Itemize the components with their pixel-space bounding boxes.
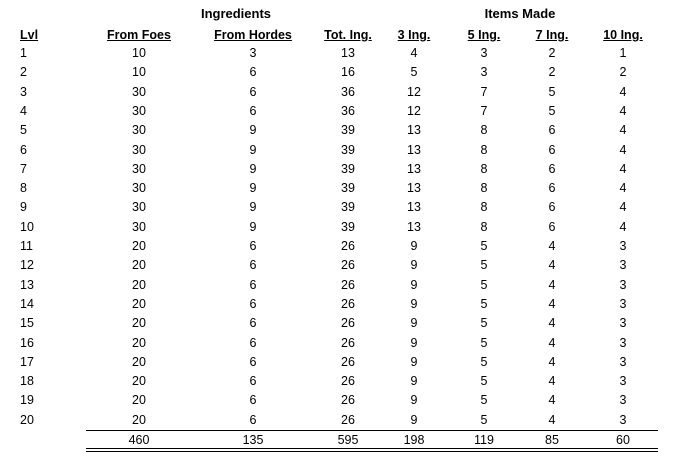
level-cell: 5 bbox=[20, 123, 27, 137]
column-header: From Foes bbox=[107, 28, 171, 42]
level-cell: 2 bbox=[20, 65, 27, 79]
total-cell: 60 bbox=[616, 433, 630, 447]
table-cell: 6 bbox=[249, 355, 257, 369]
table-cell: 30 bbox=[132, 85, 146, 99]
table-cell: 4 bbox=[619, 104, 627, 118]
table-cell: 3 bbox=[619, 393, 627, 407]
level-cell: 8 bbox=[20, 181, 27, 195]
table-cell: 8 bbox=[480, 220, 488, 234]
table-cell: 2 bbox=[619, 65, 627, 79]
table-cell: 4 bbox=[619, 181, 627, 195]
column-header: Tot. Ing. bbox=[324, 28, 372, 42]
table-cell: 4 bbox=[548, 239, 556, 253]
table-cell: 10 bbox=[132, 46, 146, 60]
table-cell: 26 bbox=[341, 336, 355, 350]
table-cell: 30 bbox=[132, 200, 146, 214]
table-cell: 26 bbox=[341, 355, 355, 369]
table-cell: 16 bbox=[341, 65, 355, 79]
table-cell: 8 bbox=[480, 200, 488, 214]
level-cell: 10 bbox=[20, 220, 34, 234]
totals-top-rule bbox=[86, 430, 658, 431]
table-cell: 4 bbox=[619, 220, 627, 234]
column-header: 3 Ing. bbox=[397, 28, 431, 42]
table-cell: 30 bbox=[132, 123, 146, 137]
table-cell: 9 bbox=[249, 220, 257, 234]
table-cell: 26 bbox=[341, 413, 355, 427]
table-cell: 30 bbox=[132, 162, 146, 176]
table-cell: 9 bbox=[410, 336, 418, 350]
table-cell: 26 bbox=[341, 316, 355, 330]
total-cell: 198 bbox=[403, 433, 425, 447]
table-cell: 4 bbox=[619, 162, 627, 176]
level-cell: 20 bbox=[20, 413, 34, 427]
table-cell: 26 bbox=[341, 374, 355, 388]
table-cell: 4 bbox=[548, 336, 556, 350]
table-cell: 39 bbox=[341, 143, 355, 157]
table-cell: 6 bbox=[548, 200, 556, 214]
table-cell: 4 bbox=[548, 297, 556, 311]
table-cell: 20 bbox=[132, 297, 146, 311]
column-header: 5 Ing. bbox=[467, 28, 501, 42]
level-cell: 7 bbox=[20, 162, 27, 176]
table-cell: 5 bbox=[480, 239, 488, 253]
table-cell: 20 bbox=[132, 336, 146, 350]
table-cell: 4 bbox=[548, 316, 556, 330]
table-cell: 9 bbox=[249, 143, 257, 157]
table-cell: 13 bbox=[407, 123, 421, 137]
table-cell: 4 bbox=[619, 85, 627, 99]
table-cell: 39 bbox=[341, 123, 355, 137]
table-cell: 4 bbox=[619, 200, 627, 214]
table-cell: 20 bbox=[132, 393, 146, 407]
table-cell: 3 bbox=[619, 336, 627, 350]
table-cell: 9 bbox=[249, 162, 257, 176]
level-cell: 15 bbox=[20, 316, 34, 330]
table-cell: 6 bbox=[249, 297, 257, 311]
table-cell: 9 bbox=[249, 123, 257, 137]
table-cell: 5 bbox=[480, 278, 488, 292]
table-cell: 20 bbox=[132, 355, 146, 369]
level-cell: 12 bbox=[20, 258, 34, 272]
table-cell: 4 bbox=[619, 143, 627, 157]
table-cell: 6 bbox=[249, 336, 257, 350]
table-cell: 3 bbox=[619, 413, 627, 427]
table-cell: 6 bbox=[249, 278, 257, 292]
level-cell: 17 bbox=[20, 355, 34, 369]
table-cell: 6 bbox=[548, 181, 556, 195]
table-cell: 9 bbox=[410, 355, 418, 369]
table-cell: 7 bbox=[480, 85, 488, 99]
table-cell: 6 bbox=[548, 143, 556, 157]
table-cell: 5 bbox=[410, 65, 418, 79]
table-cell: 20 bbox=[132, 316, 146, 330]
table-cell: 4 bbox=[548, 355, 556, 369]
table-cell: 8 bbox=[480, 181, 488, 195]
table-cell: 3 bbox=[619, 374, 627, 388]
table-cell: 8 bbox=[480, 123, 488, 137]
level-cell: 6 bbox=[20, 143, 27, 157]
table-cell: 5 bbox=[480, 374, 488, 388]
level-cell: 14 bbox=[20, 297, 34, 311]
table-cell: 6 bbox=[548, 220, 556, 234]
table-cell: 2 bbox=[548, 46, 556, 60]
table-cell: 6 bbox=[249, 65, 257, 79]
totals-double-rule-lower bbox=[86, 451, 658, 452]
ingredients-group-header: Ingredients bbox=[200, 6, 272, 21]
table-cell: 6 bbox=[249, 374, 257, 388]
table-cell: 9 bbox=[249, 200, 257, 214]
table-cell: 30 bbox=[132, 104, 146, 118]
table-cell: 12 bbox=[407, 85, 421, 99]
level-cell: 16 bbox=[20, 336, 34, 350]
table-cell: 3 bbox=[480, 65, 488, 79]
total-cell: 85 bbox=[545, 433, 559, 447]
column-header: From Hordes bbox=[214, 28, 292, 42]
table-cell: 26 bbox=[341, 239, 355, 253]
table-cell: 6 bbox=[249, 393, 257, 407]
table-cell: 3 bbox=[619, 258, 627, 272]
table-cell: 6 bbox=[249, 316, 257, 330]
table-cell: 30 bbox=[132, 143, 146, 157]
total-cell: 119 bbox=[474, 433, 494, 447]
table-cell: 39 bbox=[341, 220, 355, 234]
level-cell: 19 bbox=[20, 393, 34, 407]
table-cell: 20 bbox=[132, 239, 146, 253]
table-cell: 2 bbox=[548, 65, 556, 79]
table-cell: 3 bbox=[619, 278, 627, 292]
table-cell: 9 bbox=[249, 181, 257, 195]
table-cell: 4 bbox=[548, 413, 556, 427]
column-header: 10 Ing. bbox=[603, 28, 643, 42]
table-cell: 36 bbox=[341, 85, 355, 99]
level-cell: 1 bbox=[20, 46, 27, 60]
table-cell: 5 bbox=[480, 258, 488, 272]
table-cell: 6 bbox=[249, 239, 257, 253]
level-cell: 3 bbox=[20, 85, 27, 99]
table-cell: 5 bbox=[548, 85, 556, 99]
table-cell: 30 bbox=[132, 181, 146, 195]
level-cell: 18 bbox=[20, 374, 34, 388]
table-cell: 36 bbox=[341, 104, 355, 118]
table-cell: 13 bbox=[407, 143, 421, 157]
table-cell: 5 bbox=[480, 413, 488, 427]
table-cell: 4 bbox=[619, 123, 627, 137]
table-cell: 9 bbox=[410, 239, 418, 253]
items-made-group-header: Items Made bbox=[484, 6, 556, 21]
table-cell: 5 bbox=[480, 393, 488, 407]
table-cell: 5 bbox=[480, 336, 488, 350]
table-cell: 13 bbox=[341, 46, 355, 60]
level-cell: 4 bbox=[20, 104, 27, 118]
table-cell: 5 bbox=[480, 297, 488, 311]
table-cell: 5 bbox=[480, 355, 488, 369]
table-cell: 8 bbox=[480, 143, 488, 157]
total-cell: 595 bbox=[337, 433, 359, 447]
table-cell: 13 bbox=[407, 220, 421, 234]
table-cell: 4 bbox=[410, 46, 418, 60]
table-cell: 20 bbox=[132, 374, 146, 388]
table-cell: 3 bbox=[480, 46, 488, 60]
table-cell: 9 bbox=[410, 393, 418, 407]
table-cell: 12 bbox=[407, 104, 421, 118]
level-cell: 9 bbox=[20, 200, 27, 214]
table-cell: 3 bbox=[619, 316, 627, 330]
table-cell: 39 bbox=[341, 200, 355, 214]
table-cell: 26 bbox=[341, 278, 355, 292]
totals-double-rule-upper bbox=[86, 448, 658, 449]
table-cell: 1 bbox=[619, 46, 627, 60]
table-cell: 6 bbox=[249, 413, 257, 427]
table-cell: 4 bbox=[548, 374, 556, 388]
table-cell: 9 bbox=[410, 258, 418, 272]
table-cell: 13 bbox=[407, 200, 421, 214]
table-cell: 3 bbox=[619, 239, 627, 253]
table-cell: 39 bbox=[341, 181, 355, 195]
table-cell: 6 bbox=[249, 85, 257, 99]
table-cell: 26 bbox=[341, 393, 355, 407]
table-cell: 9 bbox=[410, 413, 418, 427]
table-cell: 3 bbox=[249, 46, 257, 60]
table-cell: 6 bbox=[249, 104, 257, 118]
table-cell: 13 bbox=[407, 162, 421, 176]
table-cell: 4 bbox=[548, 278, 556, 292]
table-cell: 6 bbox=[548, 162, 556, 176]
table-cell: 20 bbox=[132, 278, 146, 292]
table-cell: 10 bbox=[132, 65, 146, 79]
table-cell: 7 bbox=[480, 104, 488, 118]
table-cell: 9 bbox=[410, 316, 418, 330]
table-cell: 9 bbox=[410, 374, 418, 388]
table-cell: 5 bbox=[548, 104, 556, 118]
table-cell: 4 bbox=[548, 393, 556, 407]
table-cell: 6 bbox=[249, 258, 257, 272]
table-cell: 30 bbox=[132, 220, 146, 234]
column-header: Lvl bbox=[20, 28, 39, 42]
total-cell: 135 bbox=[242, 433, 264, 447]
table-cell: 20 bbox=[132, 413, 146, 427]
table-cell: 26 bbox=[341, 297, 355, 311]
table-cell: 13 bbox=[407, 181, 421, 195]
table-cell: 9 bbox=[410, 297, 418, 311]
table-cell: 20 bbox=[132, 258, 146, 272]
column-header: 7 Ing. bbox=[535, 28, 569, 42]
table-cell: 3 bbox=[619, 355, 627, 369]
table-cell: 8 bbox=[480, 162, 488, 176]
table-cell: 9 bbox=[410, 278, 418, 292]
table-cell: 6 bbox=[548, 123, 556, 137]
total-cell: 460 bbox=[128, 433, 150, 447]
table-cell: 3 bbox=[619, 297, 627, 311]
level-cell: 13 bbox=[20, 278, 34, 292]
table-cell: 5 bbox=[480, 316, 488, 330]
table-cell: 4 bbox=[548, 258, 556, 272]
level-cell: 11 bbox=[20, 239, 33, 253]
table-cell: 39 bbox=[341, 162, 355, 176]
table-cell: 26 bbox=[341, 258, 355, 272]
